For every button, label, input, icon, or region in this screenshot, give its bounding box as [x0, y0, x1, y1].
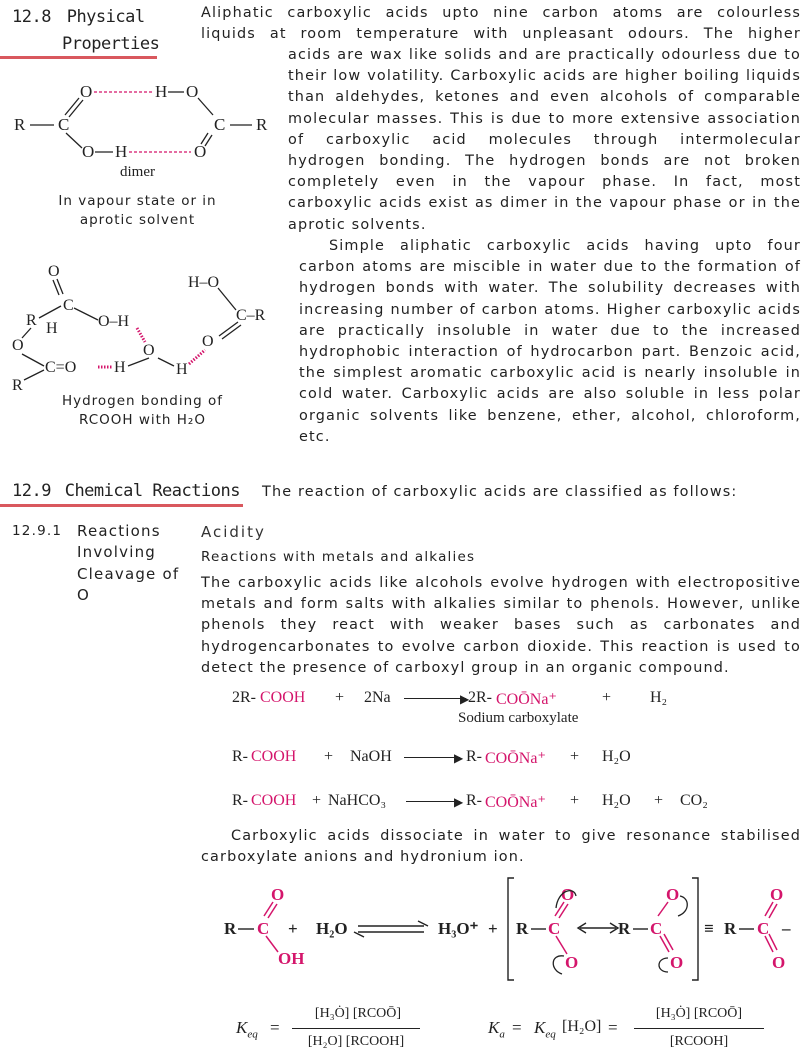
- svg-text:O: O: [666, 885, 680, 904]
- resonance-scheme: [220, 872, 810, 982]
- hydrogen-bonding-caption: Hydrogen bonding of RCOOH with H₂O: [61, 393, 224, 428]
- svg-text:O: O: [12, 337, 24, 354]
- subsection-number: 12.9.1: [12, 523, 63, 539]
- reaction-naoh: R- COOH + NaOH ▶ R- COŌNa⁺ + H₂O: [232, 748, 631, 767]
- svg-text:H₃O⁺: H₃O⁺: [438, 919, 479, 938]
- svg-text:–: –: [782, 919, 791, 938]
- svg-text:O: O: [202, 333, 214, 350]
- svg-text:C: C: [650, 919, 663, 938]
- section-12-9-rule: [0, 504, 243, 507]
- dimer-caption: In vapour state or in aprotic solvent: [58, 193, 217, 228]
- section-12-8-heading: [12, 4, 162, 58]
- svg-text:C=O: C=O: [45, 359, 77, 376]
- svg-text:≡: ≡: [704, 919, 714, 938]
- metals-alkalies-subheading: Reactions with metals and alkalies: [201, 549, 476, 565]
- reaction-sodium: 2R- COOH + 2Na ▶ 2R- COŌNa⁺ + H₂: [232, 689, 668, 708]
- svg-text:H: H: [176, 361, 188, 378]
- carboxylic-acid-dimer-diagram: [8, 78, 278, 180]
- svg-text:O: O: [772, 953, 786, 972]
- svg-text:O: O: [271, 885, 285, 904]
- section-title: Chemical Reactions: [64, 481, 240, 501]
- svg-text:O: O: [82, 142, 95, 161]
- svg-text:R: R: [618, 919, 631, 938]
- svg-text:+: +: [288, 919, 298, 938]
- svg-text:H: H: [114, 359, 126, 376]
- svg-text:C: C: [548, 919, 561, 938]
- svg-text:R: R: [12, 377, 23, 394]
- physical-properties-paragraph-1-rest: acids are wax like solids and are practically odourless due to their low volatility. Carboxylic acids are higher boiling liquids than aldehydes, ketones and even alcohols of comparable molecular masses. This is due to more extensive association of carboxylic acid molecules through intermolecular hydrogen bonding. The hydrogen bonds are not broken completely even in the vapour phase. In fact, most carboxylic acids exist as dimer in the vapour phase or in the aprotic solvents.: [288, 47, 801, 233]
- reaction-nahco3: R- COOH + NaHCO₃ ▶ R- COŌNa⁺ + H₂O + CO₂: [232, 792, 708, 811]
- paragraph1-line1: Aliphatic carboxylic acids upto nine carbon atoms are colourless: [201, 5, 801, 21]
- svg-text:O: O: [80, 82, 93, 101]
- reaction-arrow-icon: [404, 698, 466, 699]
- svg-text:C: C: [63, 297, 74, 314]
- svg-text:R: R: [724, 919, 737, 938]
- svg-text:C–R: C–R: [236, 307, 266, 324]
- dissociation-paragraph: Carboxylic acids dissociate in water to give resonance stabilised carboxylate anions and hydronium ion.: [201, 828, 801, 866]
- ka-expression: $K_a$ = $K_{eq}$ [H₂O] = [H₃Ȯ] [RCOŌ] [RCOOH]: [488, 1004, 788, 1058]
- hydrogen-bonding-water-diagram: [6, 258, 288, 398]
- svg-text:H: H: [155, 82, 168, 101]
- svg-text:+: +: [488, 919, 498, 938]
- svg-text:R: R: [256, 115, 268, 134]
- section-12-8-rule: [0, 56, 157, 59]
- svg-text:O: O: [670, 953, 684, 972]
- section-title-line2: Properties: [62, 34, 160, 54]
- svg-text:H: H: [46, 320, 58, 337]
- physical-properties-paragraph-1: [201, 3, 801, 45]
- svg-text:O: O: [565, 953, 579, 972]
- svg-text:O–H: O–H: [98, 313, 130, 330]
- physical-properties-paragraph-2: Simple aliphatic carboxylic acids having upto four carbon atoms are miscible in water due to the formation of hydrogen bonds with water. The solubility decreases with increasing number of carbon atoms. Higher carboxylic acids are practically insoluble in water due to the increased hydrophobic interaction of hydrocarbon part. Benzoic acid, the simplest aromatic carboxylic acid is nearly insoluble in cold water. Carboxylic acids are also soluble in less polar organic solvents like benzene, ether, alcohol, chloroform, etc.: [299, 238, 801, 445]
- svg-text:C: C: [257, 919, 270, 938]
- section-12-9-heading: [12, 478, 252, 505]
- reaction-arrow-icon: [406, 801, 460, 802]
- section-title-line1: Physical: [66, 7, 145, 27]
- svg-text:O: O: [561, 885, 575, 904]
- svg-text:R: R: [224, 919, 237, 938]
- svg-text:O: O: [48, 263, 60, 280]
- acidity-paragraph: The carboxylic acids like alcohols evolve hydrogen with electropositive metals and form salts with alkalies similar to phenols. However, unlike phenols they react with weaker bases such as carbonates and hydrogencarbonates to evolve carbon dioxide. This reaction is used to detect the presence of carboxyl group in an organic compound.: [201, 575, 801, 676]
- svg-text:O: O: [186, 82, 199, 101]
- svg-text:O: O: [143, 342, 155, 359]
- svg-text:OH: OH: [278, 949, 305, 968]
- chemical-reactions-intro: The reaction of carboxylic acids are classified as follows:: [262, 484, 738, 500]
- dimer-label: dimer: [120, 164, 155, 180]
- svg-text:O: O: [770, 885, 784, 904]
- svg-text:H: H: [115, 142, 128, 161]
- svg-text:C: C: [58, 115, 70, 134]
- svg-text:O: O: [194, 142, 207, 161]
- acidity-subheading: Acidity: [201, 523, 266, 541]
- svg-text:C: C: [214, 115, 226, 134]
- section-number: 12.9: [12, 481, 51, 501]
- svg-text:H–O: H–O: [188, 274, 220, 291]
- keq-expression: $K_{eq}$ = [H₃Ȯ] [RCOŌ] [H₂O] [RCOOH]: [236, 1004, 436, 1058]
- paragraph1-line2: liquids at room temperature with unpleasant odours. The higher: [201, 26, 801, 43]
- svg-text:R: R: [516, 919, 529, 938]
- svg-text:H₂O: H₂O: [316, 919, 348, 938]
- section-12-9-1-heading: 12.9.1 Reactions Involving Cleavage of O: [12, 522, 180, 604]
- svg-text:C: C: [757, 919, 770, 938]
- svg-text:R: R: [14, 115, 26, 134]
- section-number: 12.8: [12, 7, 51, 27]
- sodium-carboxylate-label: Sodium carboxylate: [458, 710, 579, 726]
- reaction-arrow-icon: [404, 757, 460, 758]
- svg-text:R: R: [26, 312, 37, 329]
